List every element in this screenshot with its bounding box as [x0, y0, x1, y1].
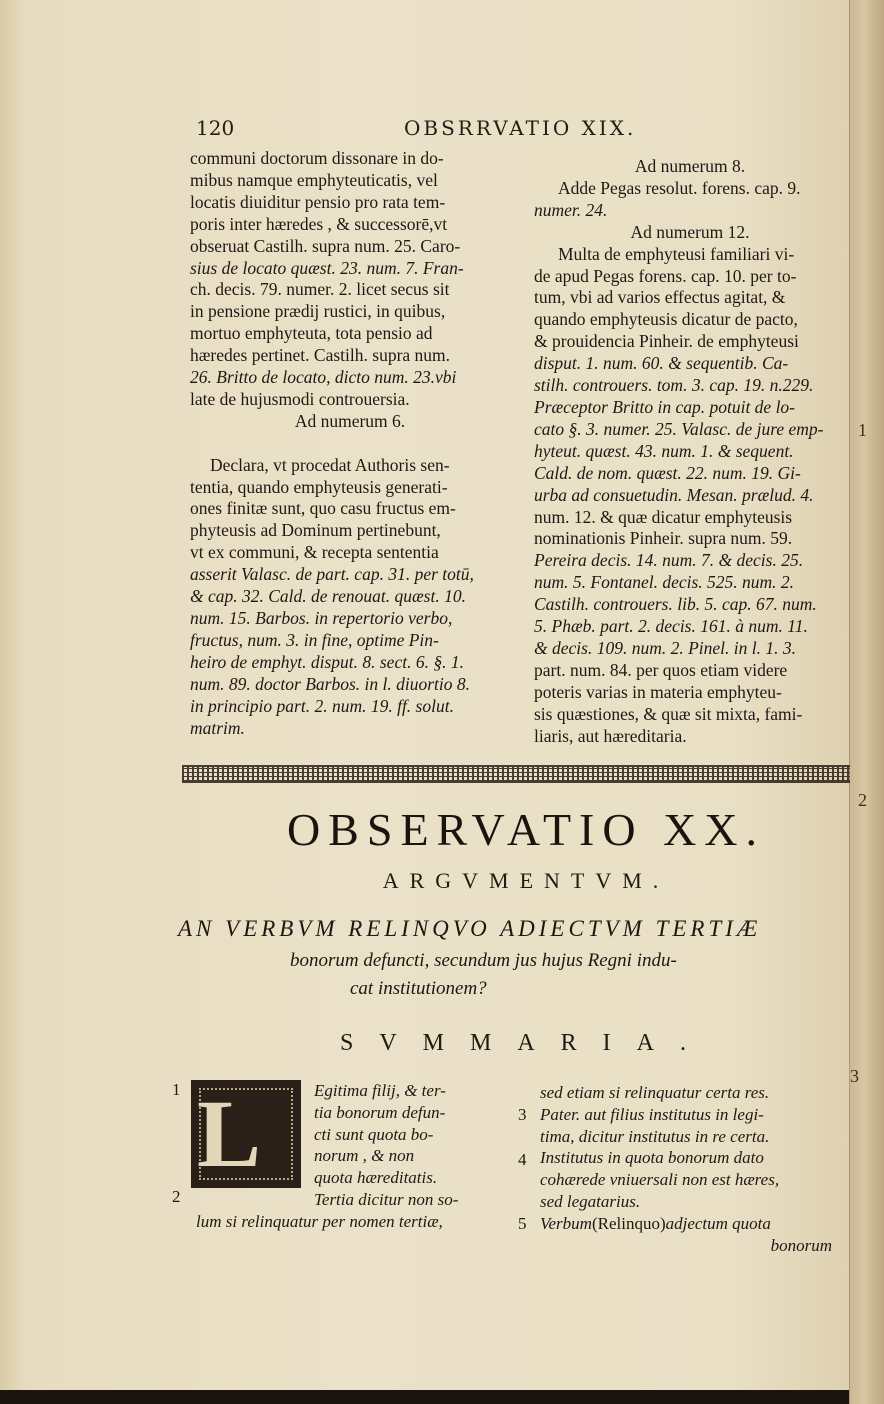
text-line: num. 15. Barbos. in repertorio verbo,	[190, 608, 453, 629]
blank-line	[190, 433, 510, 455]
summaria-heading: SVMMARIA.	[339, 1030, 713, 1056]
text-line: 26. Britto de locato, dicto num. 23.vbi	[190, 367, 457, 388]
text-line: asserit Valasc. de part. cap. 31. per totū,	[190, 564, 474, 585]
text-line: sius de locato quæst. 23. num. 7. Fran-	[190, 257, 464, 278]
bleed-number: 3	[850, 1066, 859, 1086]
summary-line: norum , & non	[314, 1146, 415, 1166]
summary-line: tia bonorum defun-	[314, 1102, 446, 1122]
bleed-number: 2	[858, 790, 867, 810]
text-line: heiro de emphyt. disput. 8. sect. 6. §. 1.	[190, 651, 464, 672]
running-title: OBSRRVATIO XIX.	[404, 116, 637, 140]
text-line: num. 89. doctor Barbos. in l. diuortio 8.	[190, 673, 471, 694]
text-line: vt ex communi, & recepta sententia	[190, 542, 439, 563]
summary-right-block	[540, 1082, 846, 1256]
summary-line: tima, dicitur institutus in re certa.	[540, 1126, 770, 1146]
summary-line: Institutus in quota bonorum dato	[540, 1148, 764, 1168]
question-line: bonorum defuncti, secundum jus hujus Regni indu-	[290, 950, 677, 971]
text-line: hyteut. quæst. 43. num. 1. & sequent.	[534, 440, 794, 461]
drop-cap-ornament	[191, 1080, 301, 1188]
text-line: poris inter hæredes , & successorē,vt	[190, 213, 448, 234]
text-line: cato §. 3. numer. 25. Valasc. de jure emp-	[534, 418, 824, 439]
summary-left-block-2	[196, 1189, 506, 1233]
summary-number: 1	[172, 1080, 181, 1099]
text-line: ch. decis. 79. numer. 2. licet secus sit	[190, 279, 450, 300]
section-heading: Ad numerum 12.	[630, 221, 750, 242]
summary-line	[540, 1213, 846, 1235]
text-line: part. num. 84. per quos etiam videre	[534, 659, 788, 680]
text-line: mortuo emphyteuta, tota pensio ad	[190, 323, 433, 344]
summary-line: Egitima filij, & ter-	[314, 1081, 446, 1100]
text-line: Præceptor Britto in cap. potuit de lo-	[534, 396, 796, 417]
summary-number: 3	[518, 1105, 527, 1124]
right-column	[534, 156, 846, 747]
text-line: Cald. de nom. quæst. 22. num. 19. Gi-	[534, 462, 801, 483]
bleed-number: 1	[858, 420, 867, 440]
text-line: locatis diuiditur pensio pro rata tem-	[190, 191, 446, 212]
page-number: 120	[196, 116, 235, 140]
text-line: num. 5. Fontanel. decis. 525. num. 2.	[534, 572, 795, 593]
summary-line: cohærede vniuersali non est hæres,	[540, 1170, 780, 1190]
text-line: quando emphyteusis dicatur de pacto,	[534, 309, 798, 330]
text-line: & cap. 32. Cald. de renouat. quæst. 10.	[190, 586, 466, 607]
text-line: stilh. controuers. tom. 3. cap. 19. n.229.	[534, 375, 814, 396]
text-line: phyteusis ad Dominum pertinebunt,	[190, 520, 441, 541]
summary-number: 4	[518, 1150, 527, 1169]
text-line: tum, vbi ad varios effectus agitat, &	[534, 287, 786, 308]
observatio-title: OBSERVATIO XX.	[286, 804, 766, 855]
summary-left-block	[314, 1080, 504, 1189]
text-line: disput. 1. num. 60. & sequentib. Ca-	[534, 353, 789, 374]
summary-line: quota hæreditatis.	[314, 1168, 438, 1188]
summary-number: 5	[518, 1214, 527, 1233]
text-line: fructus, num. 3. in fine, optime Pin-	[190, 629, 439, 650]
summary-fragment: adjectum quota	[665, 1213, 771, 1233]
argumentum-heading: ARGVMENTVM.	[382, 868, 670, 893]
text-line: Castilh. controuers. lib. 5. cap. 67. num.	[534, 594, 817, 615]
text-line: tentia, quando emphyteusis generati-	[190, 476, 448, 497]
text-line: mibus namque emphyteuticatis, vel	[190, 169, 438, 190]
summary-line: cti sunt quota bo-	[314, 1124, 434, 1144]
summary-line: sed legatarius.	[540, 1191, 641, 1211]
text-line: in pensione prædij rustici, in quibus,	[190, 301, 446, 322]
text-line: num. 12. & quæ dicatur emphyteusis	[534, 506, 793, 527]
text-line: de apud Pegas forens. cap. 10. per to-	[534, 265, 797, 286]
text-line: ones finitæ sunt, quo casu fructus em-	[190, 498, 456, 519]
summary-line: bonorum	[770, 1235, 832, 1255]
question-text	[290, 947, 750, 1003]
text-line: hæredes pertinet. Castilh. supra num.	[190, 345, 451, 366]
text-line: Adde Pegas resolut. forens. cap. 9.	[558, 177, 801, 198]
question-line: AN VERBVM RELINQVO ADIECTVM TERTIÆ	[178, 916, 762, 941]
text-line: sis quæstiones, & quæ sit mixta, fami-	[534, 703, 803, 724]
text-line: in principio part. 2. num. 19. ff. solut.	[190, 695, 454, 716]
ornamental-rule	[182, 765, 850, 783]
question-line: cat institutionem?	[350, 978, 487, 999]
text-line: liaris, aut hæreditaria.	[534, 725, 687, 746]
text-line: communi doctorum dissonare in do-	[190, 148, 444, 168]
summary-fragment: Verbum	[540, 1213, 592, 1233]
section-heading: Ad numerum 6.	[294, 410, 406, 431]
summary-number: 2	[172, 1187, 181, 1206]
text-line: Pereira decis. 14. num. 7. & decis. 25.	[534, 550, 804, 571]
running-header	[196, 116, 656, 144]
text-line: obseruat Castilh. supra num. 25. Caro-	[190, 235, 461, 256]
summary-line: Pater. aut filius institutus in legi-	[540, 1104, 764, 1124]
text-line: urba ad consuetudin. Mesan. prælud. 4.	[534, 484, 814, 505]
text-line: Multa de emphyteusi familiari vi-	[558, 243, 795, 264]
facing-page-edge	[849, 0, 884, 1404]
summary-fragment: (Relinquo)	[591, 1213, 666, 1233]
text-line: matrim.	[190, 717, 245, 738]
text-line: & decis. 109. num. 2. Pinel. in l. 1. 3.	[534, 637, 796, 658]
text-line: 5. Phæb. part. 2. decis. 161. à num. 11.	[534, 616, 808, 637]
text-line: & prouidencia Pinheir. de emphyteusi	[534, 331, 799, 352]
section-heading: Ad numerum 8.	[634, 156, 746, 176]
left-column	[190, 148, 510, 739]
summary-line: sed etiam si relinquatur certa res.	[540, 1083, 770, 1102]
text-line: poteris varias in materia emphyteu-	[534, 681, 782, 702]
summary-line: lum si relinquatur per nomen tertiæ,	[196, 1211, 443, 1231]
text-line: nominationis Pinheir. supra num. 59.	[534, 528, 793, 549]
text-line: numer. 24.	[534, 199, 608, 220]
text-line: Declara, vt procedat Authoris sen-	[210, 454, 450, 475]
drop-cap-letter: L	[197, 1080, 262, 1187]
summary-line: Tertia dicitur non so-	[314, 1190, 459, 1209]
text-line: late de hujusmodi controuersia.	[190, 388, 410, 409]
